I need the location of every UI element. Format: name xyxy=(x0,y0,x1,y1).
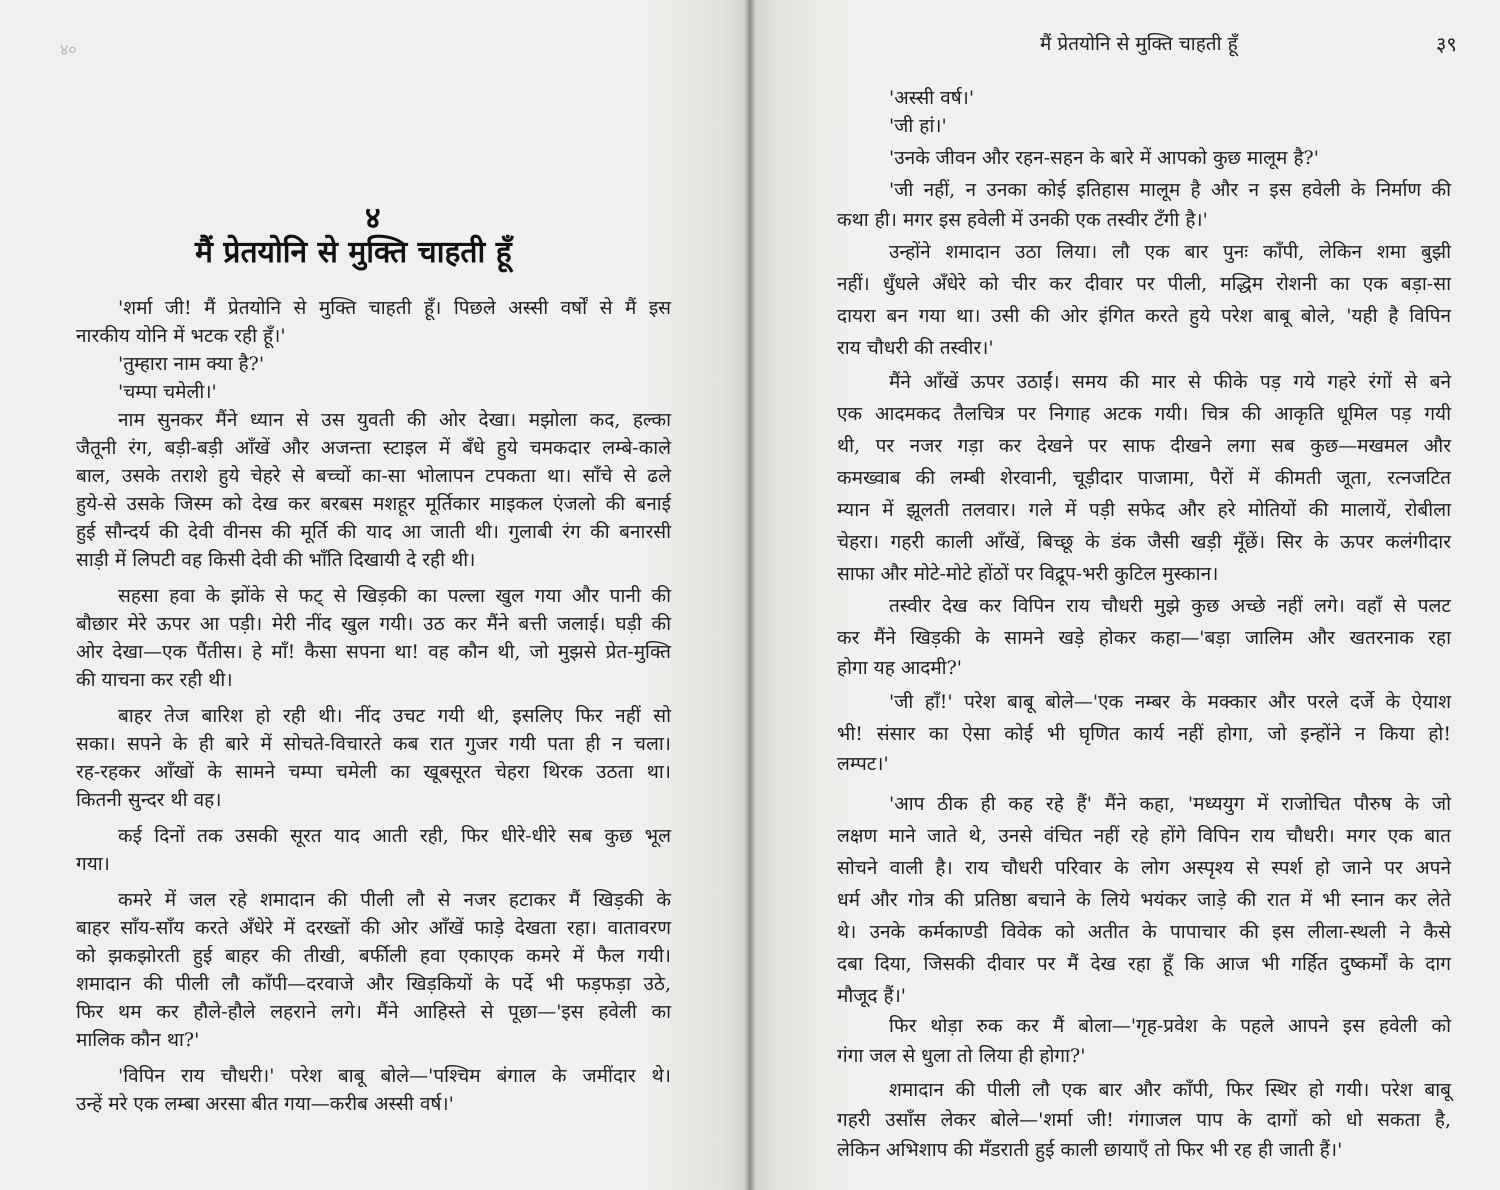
text-line: मौजूद हैं।' xyxy=(837,985,907,1007)
text-line: फिर थम कर हौले-हौले लहराने लगे। मैंने आहिस्ते से पूछा—'इस हवेली का xyxy=(76,1001,671,1023)
text-line: म्यान में झूलती तलवार। गले में पड़ी सफेद और हरे मोतियों की मालायें, रोबीला xyxy=(837,499,1451,521)
text-line: लक्षण माने जाते थे, उनसे वंचित नहीं रहे होंगे विपिन राय चौधरी। मगर एक बात xyxy=(837,825,1451,847)
book-gutter xyxy=(745,0,755,1190)
chapter-title: मैं प्रेतयोनि से मुक्ति चाहती हूँ xyxy=(195,235,512,270)
text-line: धर्म और गोत्र की प्रतिष्ठा बचाने के लिये भयंकर जाड़े की रात में भी स्नान कर लेते xyxy=(837,889,1451,911)
text-line: 'अस्सी वर्ष।' xyxy=(889,87,975,109)
text-line: भी! संसार का ऐसा कोई भी घृणित कार्य नहीं होगा, जो इन्होंने न किया हो! xyxy=(837,723,1451,745)
text-line: शमादान की पीली लौ एक बार और काँपी, फिर स्थिर हो गयी। परेश बाबू xyxy=(889,1079,1451,1101)
text-line: बाल, उसके तराशे हुये चेहरे से बच्चों का-सा भोलापन टपकता था। साँचे से ढले xyxy=(76,465,671,487)
text-line: बाहर तेज बारिश हो रही थी। नींद उचट गयी थी, इसलिए फिर नहीं सो xyxy=(118,705,671,727)
text-line: साफा और मोटे-मोटे होंठों पर विद्रूप-भरी कुटिल मुस्कान। xyxy=(837,563,1219,585)
text-line: थी, पर नजर गड़ा कर देखने पर साफ दीखने लगा सब कुछ—मखमल और xyxy=(837,435,1451,457)
text-line: कथा ही। मगर इस हवेली में उनकी एक तस्वीर टँगी है।' xyxy=(837,209,1208,231)
text-line: कमरे में जल रहे शमादान की पीली लौ से नजर हटाकर मैं खिड़की के xyxy=(118,889,671,911)
text-line: फिर थोड़ा रुक कर मैं बोला—'गृह-प्रवेश के पहले आपने इस हवेली को xyxy=(889,1015,1451,1037)
text-line: होगा यह आदमी?' xyxy=(837,657,963,679)
text-line: नाम सुनकर मैंने ध्यान से उस युवती की ओर देखा। मझोला कद, हल्का xyxy=(118,409,671,431)
left-page xyxy=(0,0,748,1190)
text-line: 'जी नहीं, न उनका कोई इतिहास मालूम है और न इस हवेली के निर्माण की xyxy=(889,179,1451,201)
text-line: मालिक कौन था?' xyxy=(76,1029,200,1051)
text-line: कमख्वाब की लम्बी शेरवानी, चूड़ीदार पाजामा, पैरों में कीमती जूता, रत्नजटित xyxy=(837,467,1451,489)
text-line: सहसा हवा के झोंके से फट् से खिड़की का पल्ला खुल गया और पानी की xyxy=(118,585,671,607)
text-line: सोचने वाली है। राय चौधरी परिवार के लोग अस्पृश्य से स्पर्श हो जाने पर अपने xyxy=(837,857,1451,879)
text-line: गहरी उसाँस लेकर बोले—'शर्मा जी! गंगाजल पाप के दागों को धो सकता है, xyxy=(837,1109,1451,1131)
text-line: बौछार मेरे ऊपर आ पड़ी। मेरी नींद खुल गयी। उठ कर मैंने बत्ती जलाई। घड़ी की xyxy=(76,613,671,635)
text-line: तस्वीर देख कर विपिन राय चौधरी मुझे कुछ अच्छे नहीं लगे। वहाँ से पलट xyxy=(889,595,1451,617)
text-line: दायरा बन गया था। उसी की ओर इंगित करते हुये परेश बाबू बोले, 'यही है विपिन xyxy=(837,305,1451,327)
text-line: 'जी हाँ!' परेश बाबू बोले—'एक नम्बर के मक्कार और परले दर्जे के ऐयाश xyxy=(889,691,1451,713)
text-line: गया। xyxy=(76,853,110,875)
text-line: 'उनके जीवन और रहन-सहन के बारे में आपको कुछ मालूम है?' xyxy=(889,147,1319,169)
text-line: उन्हें मरे एक लम्बा अरसा बीत गया—करीब अस्सी वर्ष।' xyxy=(76,1093,454,1115)
text-line: उन्होंने शमादान उठा लिया। लौ एक बार पुनः काँपी, लेकिन शमा बुझी xyxy=(889,241,1451,263)
text-line: 'चम्पा चमेली।' xyxy=(118,381,217,403)
text-line: साड़ी में लिपटी वह किसी देवी की भाँति दिखायी दे रही थी। xyxy=(76,549,476,571)
text-line: लम्पट।' xyxy=(837,753,889,775)
text-line: 'तुम्हारा नाम क्या है?' xyxy=(118,353,265,375)
text-line: थे। उनके कर्मकाण्डी विवेक को अतीत के पापाचार की इस लीला-स्थली ने कैसे xyxy=(837,921,1451,943)
text-line: शमादान की पीली लौ काँपी—दरवाजे और खिड़कियों के पर्दे भी फड़फड़ा उठे, xyxy=(76,973,671,995)
text-line: चेहरा। गहरी काली आँखें, बिच्छू के डंक जैसी खड़ी मूँछें। सिर के ऊपर कलंगीदार xyxy=(837,531,1451,553)
text-line: सका। सपने के ही बारे में सोचते-विचारते कब रात गुजर गयी पता ही न चला। xyxy=(76,733,671,755)
text-line: कई दिनों तक उसकी सूरत याद आती रही, फिर धीरे-धीरे सब कुछ भूल xyxy=(118,825,671,847)
running-title: मैं प्रेतयोनि से मुक्ति चाहती हूँ xyxy=(1040,33,1238,55)
text-line: 'शर्मा जी! मैं प्रेतयोनि से मुक्ति चाहती हूँ। पिछले अस्सी वर्षों से मैं इस xyxy=(118,297,671,319)
text-line: बाहर साँय-साँय करते अँधेरे में दरख्तों की ओर आँखें फाड़े देखता रहा। वातावरण xyxy=(76,917,671,939)
chapter-number: ४ xyxy=(365,201,381,236)
text-line: दबा दिया, जिसकी दीवार पर मैं देख रहा हूँ कि आज भी गर्हित दुष्कर्मों के दाग xyxy=(837,953,1451,975)
text-line: मैंने आँखें ऊपर उठाईं। समय की मार से फीके पड़ गये गहरे रंगों से बने xyxy=(889,371,1451,393)
text-line: राय चौधरी की तस्वीर।' xyxy=(837,337,994,359)
text-line: रह-रहकर आँखों के सामने चम्पा चमेली का खूबसूरत चेहरा थिरक उठता था। xyxy=(76,761,671,783)
text-line: नहीं। धुँधले अँधेरे को चीर कर दीवार पर पीली, मद्धिम रोशनी का एक बड़ा-सा xyxy=(837,273,1451,295)
text-line: एक आदमकद तैलचित्र पर निगाह अटक गयी। चित्र की आकृति धूमिल पड़ गयी xyxy=(837,403,1451,425)
text-line: जैतूनी रंग, बड़ी-बड़ी आँखें और अजन्ता स्टाइल में बँधे हुये चमकदार लम्बे-काले xyxy=(76,437,671,459)
page-number: ३९ xyxy=(1436,32,1457,56)
text-line: कितनी सुन्दर थी वह। xyxy=(76,789,222,811)
text-line: कर मैंने खिड़की के सामने खड़े होकर कहा—'बड़ा जालिम और खतरनाक रहा xyxy=(837,627,1451,649)
text-line: नारकीय योनि में भटक रही हूँ।' xyxy=(76,325,286,347)
text-line: 'जी हां।' xyxy=(889,115,947,137)
text-line: हुई सौन्दर्य की देवी वीनस की मूर्ति की याद आ जाती थी। गुलाबी रंग की बनारसी xyxy=(76,521,671,543)
text-line: गंगा जल से धुला तो लिया ही होगा?' xyxy=(837,1045,1086,1067)
text-line: की याचना कर रही थी। xyxy=(76,669,233,691)
text-line: हुये-से उसके जिस्म को देख कर बरबस मशहूर मूर्तिकार माइकल एंजलो की बनाई xyxy=(76,493,671,515)
text-line: ओर देखा—एक पैंतीस। हे माँ! कैसा सपना था! वह कौन थी, जो मुझसे प्रेत-मुक्ति xyxy=(76,641,671,663)
text-line: लेकिन अभिशाप की मँडराती हुई काली छायाएँ तो फिर भी रह ही जाती हैं।' xyxy=(837,1139,1343,1161)
text-line: को झकझोरती हुई बाहर की तीखी, बर्फीली हवा एकाएक कमरे में फैल गयी। xyxy=(76,945,671,967)
text-line: 'विपिन राय चौधरी।' परेश बाबू बोले—'पश्चिम बंगाल के जमींदार थे। xyxy=(118,1065,671,1087)
left-page-number-faint: ४० xyxy=(60,40,77,59)
text-line: 'आप ठीक ही कह रहे हैं' मैंने कहा, 'मध्ययुग में राजोचित पौरुष के जो xyxy=(889,793,1451,815)
